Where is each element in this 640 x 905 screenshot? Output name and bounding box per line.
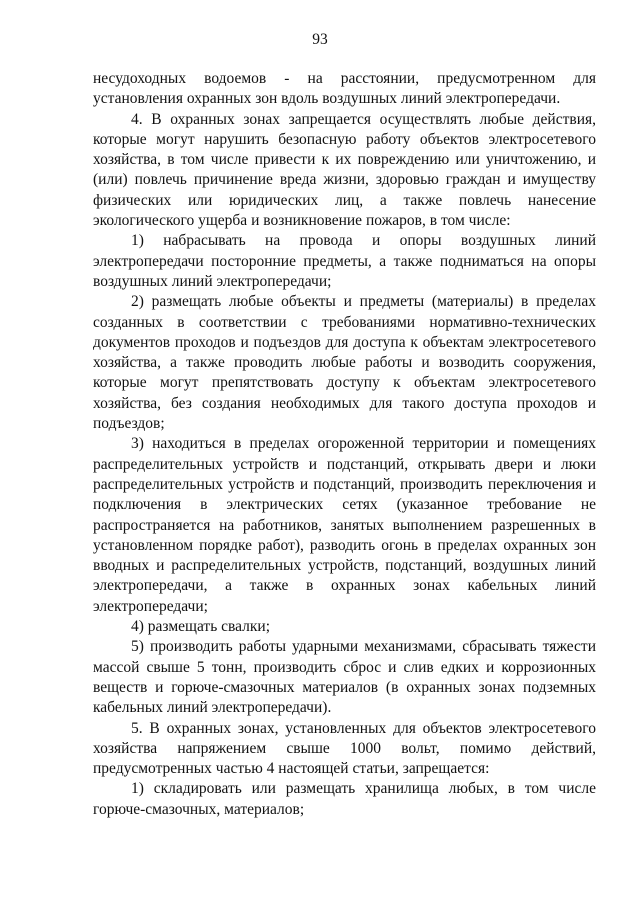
- paragraph-item-5-subitem-1: 1) складировать или размещать хранилища любых, в том числе горюче-смазочных, материалов;: [93, 780, 596, 818]
- paragraph-subitem-4: 4) размещать свалки;: [131, 618, 271, 636]
- paragraph-subitem-5: 5) производить работы ударными механизмами, сбрасывать тяжести массой свыше 5 тонн, производить сброс и слив едких и коррозионных веществ и горюче-смазочных материалов (в охранных зонах подземных кабельных линий электропередачи).: [93, 638, 596, 717]
- paragraph-subitem-3: 3) находиться в пределах огороженной территории и помещениях распределительных устройств и подстанций, открывать двери и люки распределительных устройств и подстанций, производить переключения и подключения в электрических сетях (указанное требование не распространяется на работников, занятых выполнением разрешенных в установленном порядке работ), разводить огонь в пределах охранных зон вводных и распределительных устройств, подстанций, воздушных линий электропередачи, а также в охранных зонах кабельных линий электропередачи;: [93, 435, 596, 615]
- paragraph-subitem-2: 2) размещать любые объекты и предметы (материалы) в пределах созданных в соответствии с требованиями нормативно-технических документов проходов и подъездов для доступа к объектам электросетевого хозяйства, а также проводить любые работы и возводить сооружения, которые могут препятствовать доступу к объектам электросетевого хозяйства, без создания необходимых для такого доступа проходов и подъездов;: [93, 293, 596, 433]
- paragraph-continuation: несудоходных водоемов - на расстоянии, предусмотренном для установления охранных зон вдоль воздушных линий электропередачи.: [93, 70, 596, 108]
- paragraph-item-4: 4. В охранных зонах запрещается осуществлять любые действия, которые могут нарушить безопасную работу объектов электросетевого хозяйства, в том числе привести к их повреждению или уничтожению, и (или) повлечь причинение вреда жизни, здоровью граждан и имуществу физических или юридических лиц, а также повлечь нанесение экологического ущерба и возникновение пожаров, в том числе:: [93, 110, 596, 230]
- page-number: 93: [312, 31, 328, 48]
- paragraph-subitem-1: 1) набрасывать на провода и опоры воздушных линий электропередачи посторонние предметы, а также подниматься на опоры воздушных линий электропередачи;: [93, 232, 596, 290]
- paragraph-item-5: 5. В охранных зонах, установленных для объектов электросетевого хозяйства напряжением свыше 1000 вольт, помимо действий, предусмотренных частью 4 настоящей статьи, запрещается:: [93, 719, 596, 778]
- document-body: [93, 69, 596, 820]
